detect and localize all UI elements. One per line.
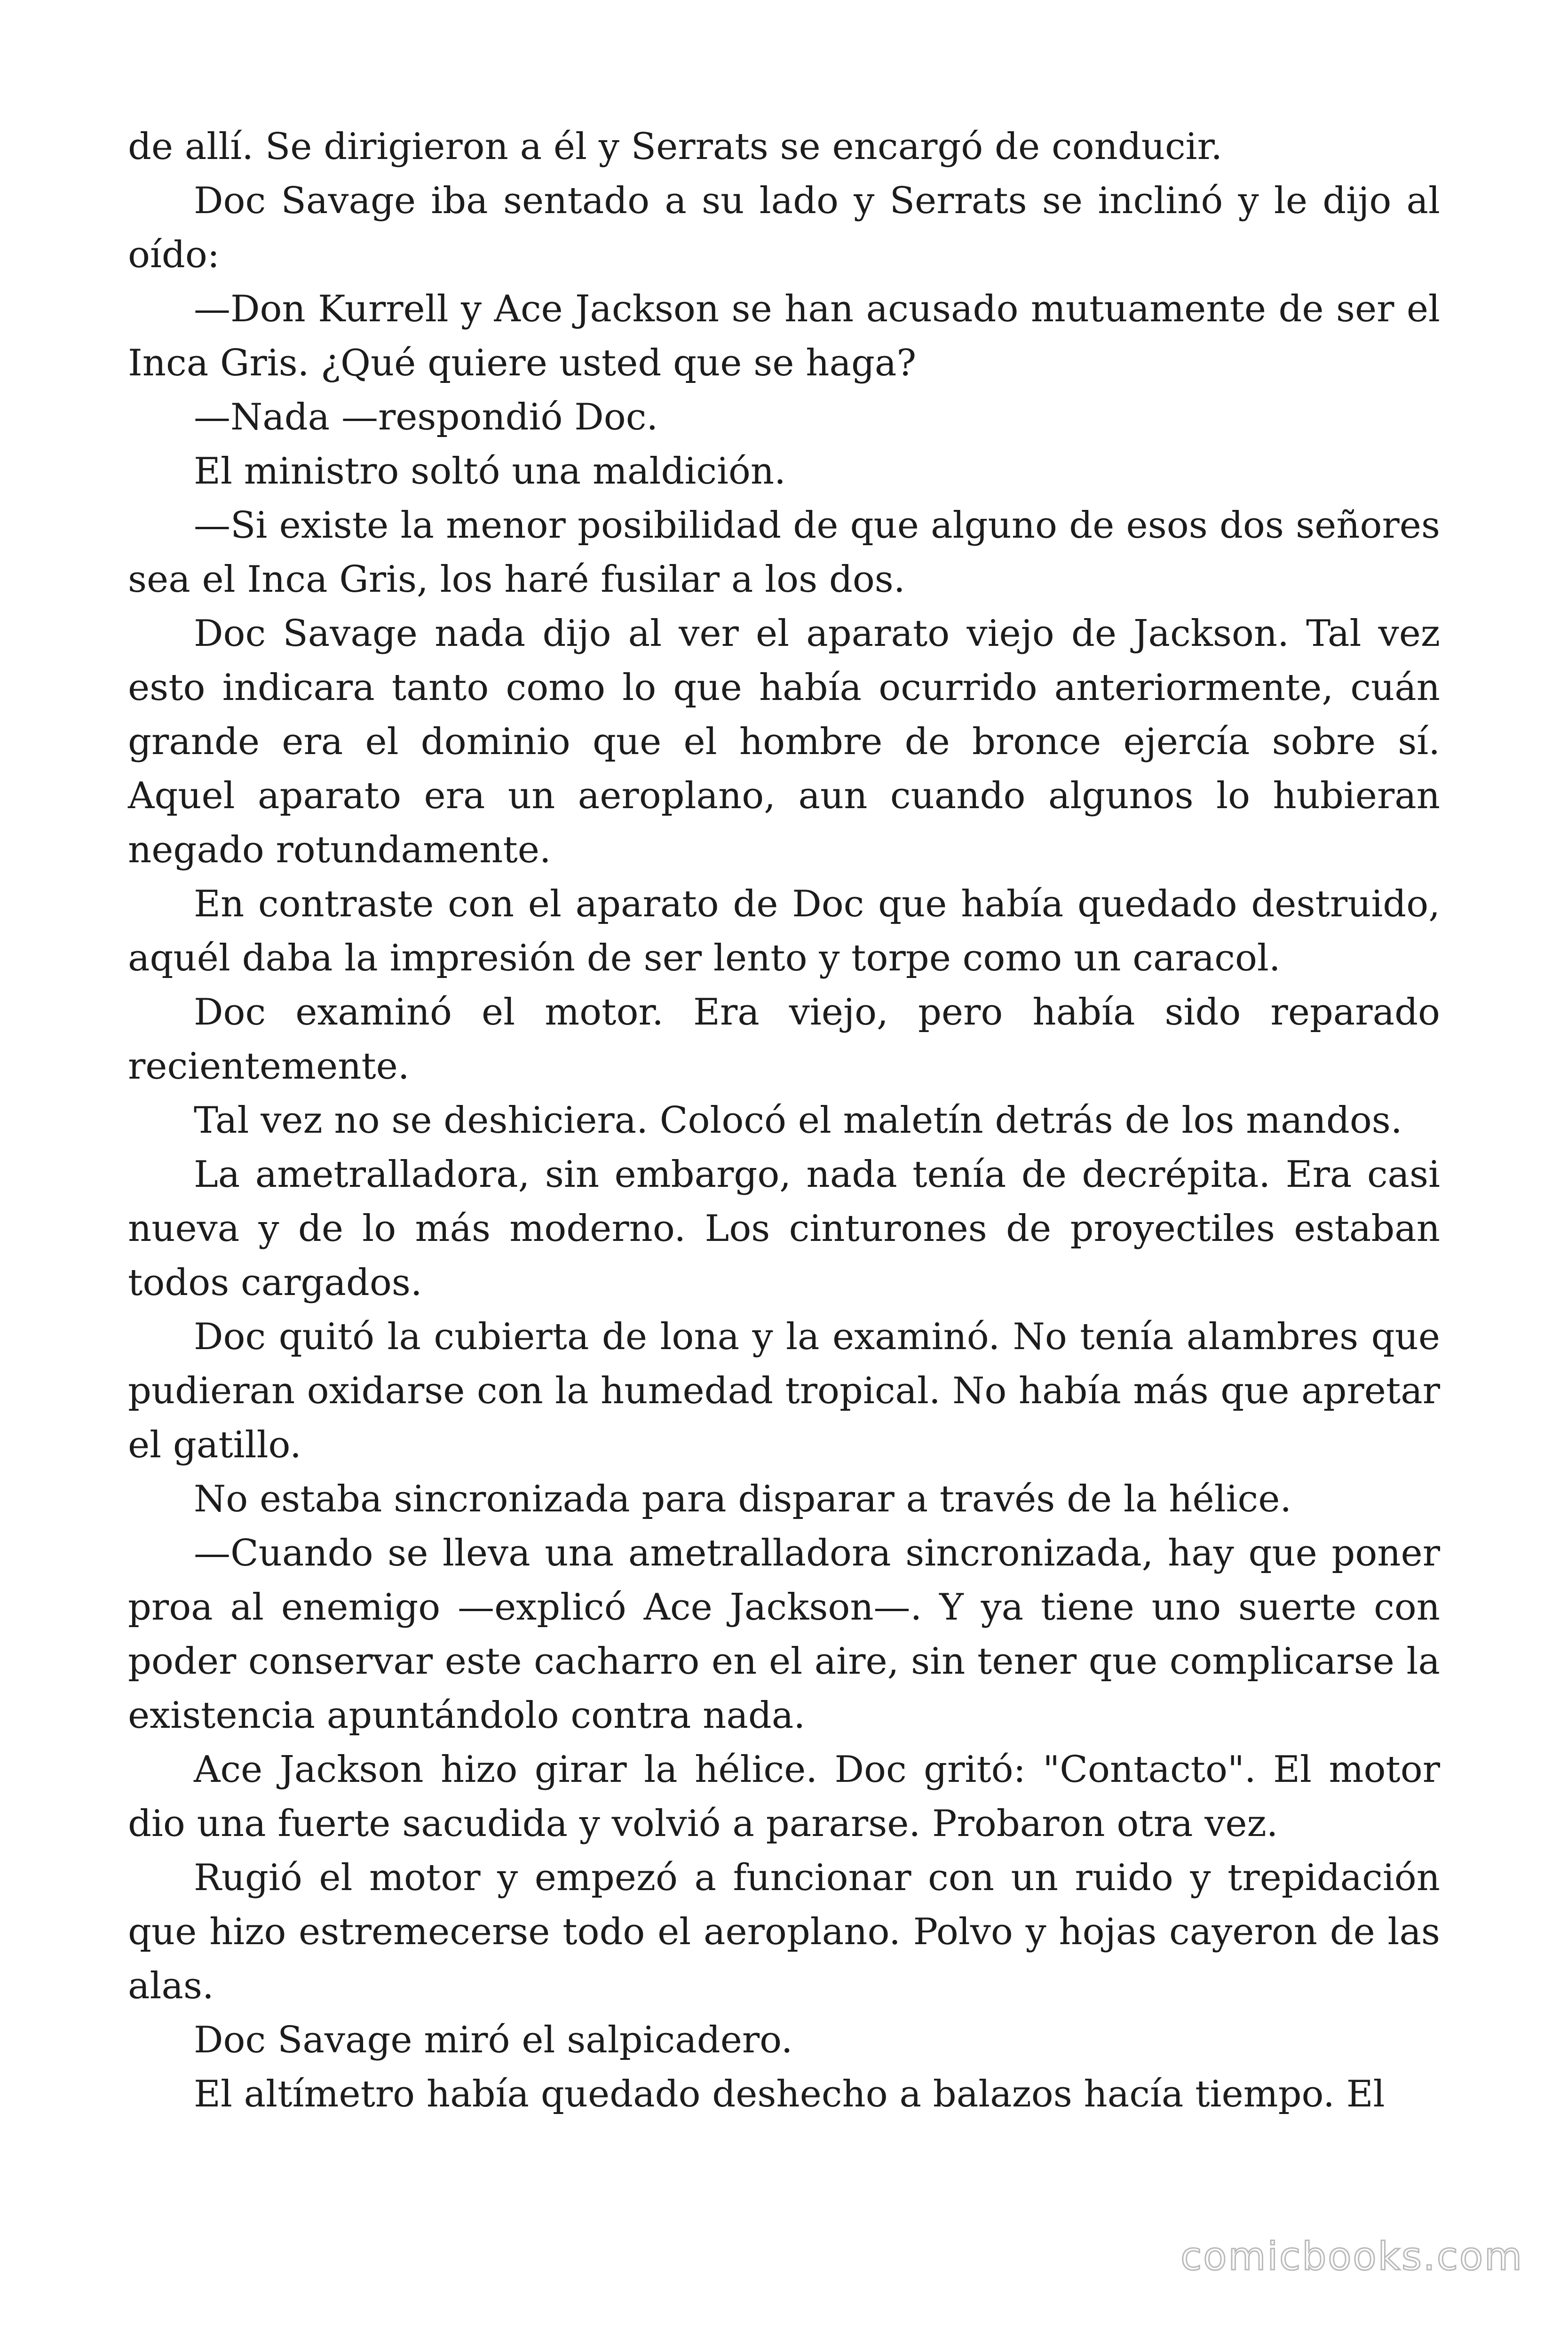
paragraph-16: Rugió el motor y empezó a funcionar con un ruido y trepidación que hizo estremecerse todo el aeroplano. Polvo y hojas cayeron de las alas. [128, 1857, 1440, 2007]
paragraph-10: Tal vez no se deshiciera. Colocó el maletín detrás de los mandos. [194, 1099, 1402, 1142]
paragraph-18: El altímetro había quedado deshecho a balazos hacía tiempo. El [194, 2073, 1385, 2115]
paragraph-11: La ametralladora, sin embargo, nada tenía de decrépita. Era casi nueva y de lo más moderno. Los cinturones de proyectiles estaban todos cargados. [128, 1153, 1440, 1304]
paragraph-2: Doc Savage iba sentado a su lado y Serrats se inclinó y le dijo al oído: [128, 180, 1440, 276]
paragraph-9: Doc examinó el motor. Era viejo, pero había sido reparado recientemente. [128, 991, 1440, 1088]
watermark: comicbooks.com [1180, 2234, 1523, 2279]
paragraph-3: —Don Kurrell y Ace Jackson se han acusado mutuamente de ser el Inca Gris. ¿Qué quiere usted que se haga? [128, 288, 1440, 384]
paragraph-5: El ministro soltó una maldición. [194, 450, 786, 493]
body-text [128, 120, 1440, 2122]
paragraph-14: —Cuando se lleva una ametralladora sincronizada, hay que poner proa al enemigo —explicó Ace Jackson—. Y ya tiene uno suerte con poder conservar este cacharro en el aire, sin tener que complicarse la existencia apuntándolo contra nada. [128, 1532, 1440, 1737]
paragraph-7: Doc Savage nada dijo al ver el aparato viejo de Jackson. Tal vez esto indicara tanto como lo que había ocurrido anteriormente, cuán grande era el dominio que el hombre de bronce ejercía sobre sí. Aquel aparato era un aeroplano, aun cuando algunos lo hubieran negado rotundamente. [128, 612, 1440, 871]
paragraph-4: —Nada —respondió Doc. [194, 396, 658, 438]
paragraph-13: No estaba sincronizada para disparar a través de la hélice. [194, 1478, 1292, 1520]
paragraph-17: Doc Savage miró el salpicadero. [194, 2019, 793, 2061]
paragraph-12: Doc quitó la cubierta de lona y la examinó. No tenía alambres que pudieran oxidarse con la humedad tropical. No había más que apretar el gatillo. [128, 1316, 1440, 1466]
paragraph-8: En contraste con el aparato de Doc que había quedado destruido, aquél daba la impresión de ser lento y torpe como un caracol. [128, 883, 1440, 979]
paragraph-15: Ace Jackson hizo girar la hélice. Doc gritó: "Contacto". El motor dio una fuerte sacudida y volvió a pararse. Probaron otra vez. [128, 1748, 1440, 1845]
paragraph-6: —Si existe la menor posibilidad de que alguno de esos dos señores sea el Inca Gris, los haré fusilar a los dos. [128, 504, 1440, 601]
paragraph-1: de allí. Se dirigieron a él y Serrats se encargó de conducir. [128, 126, 1223, 168]
